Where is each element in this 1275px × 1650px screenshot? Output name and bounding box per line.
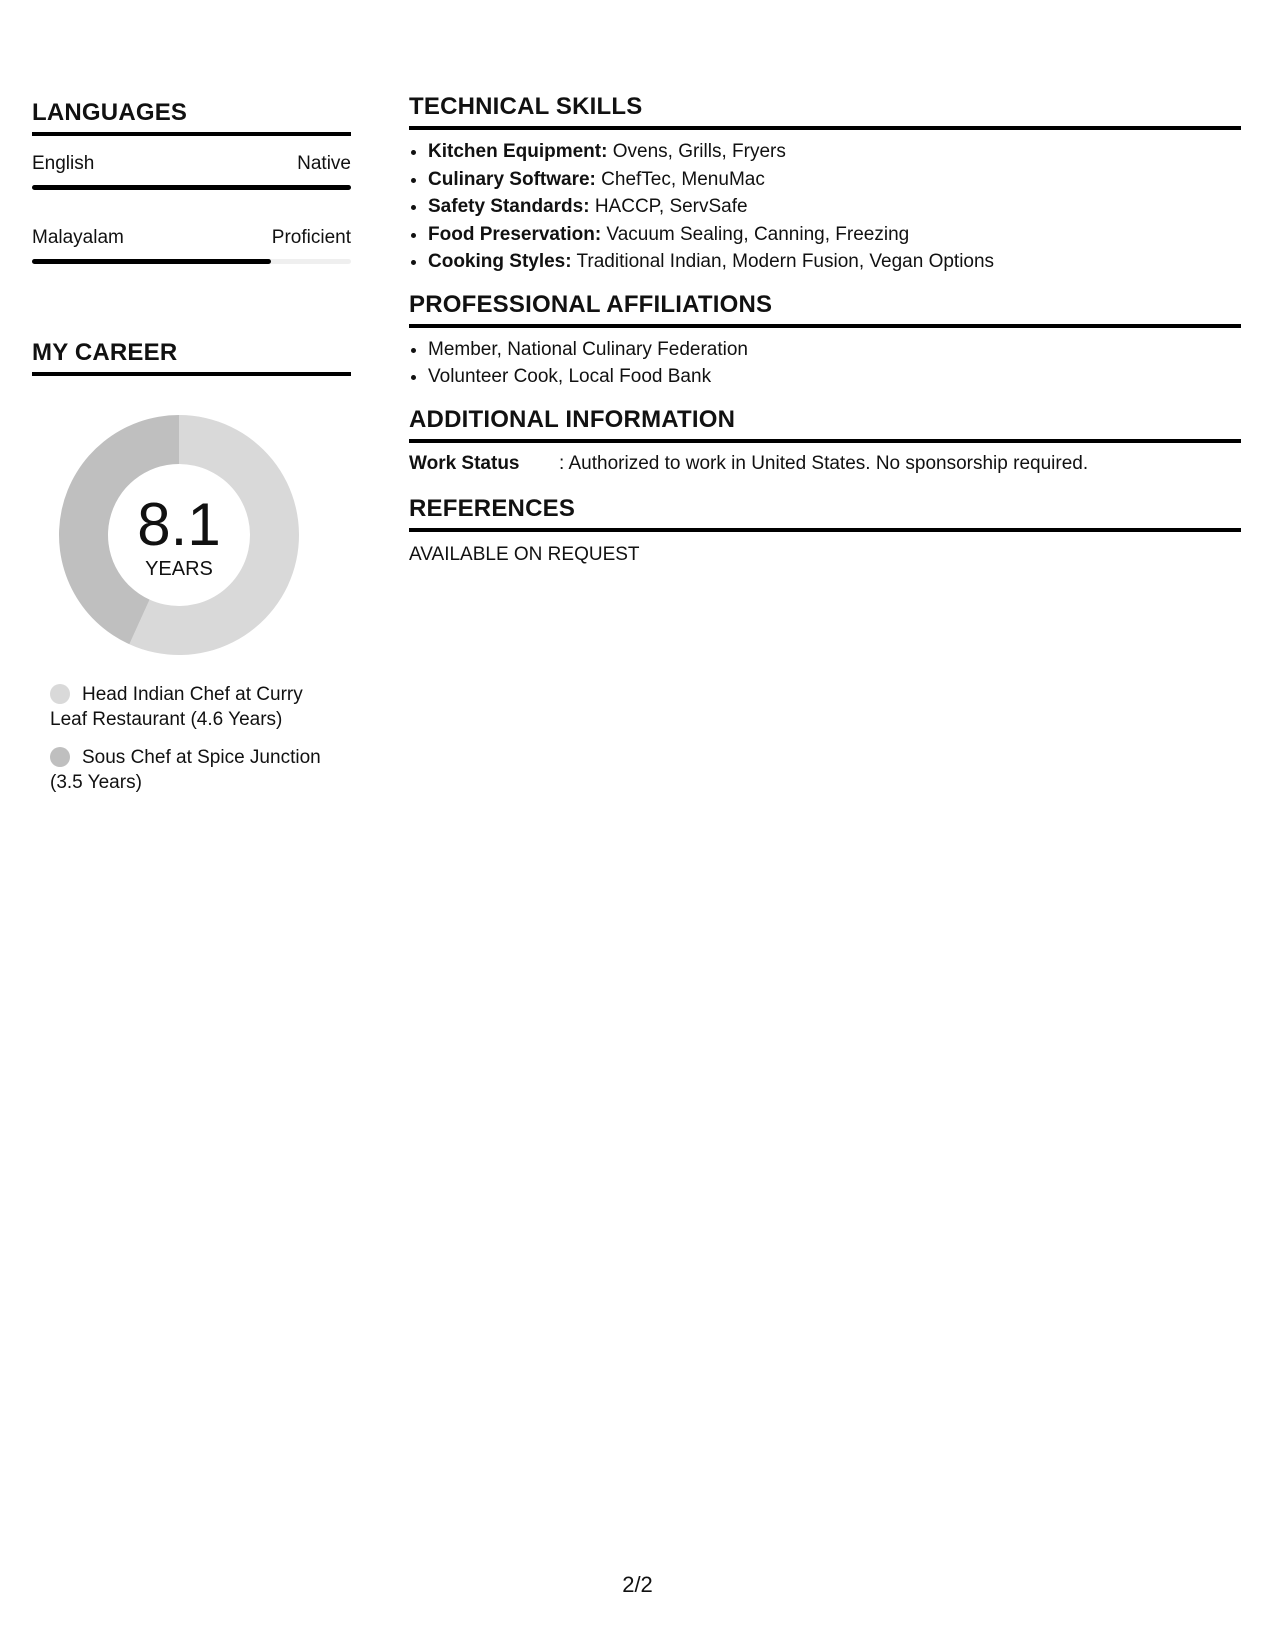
technical-skills-heading: TECHNICAL SKILLS: [409, 92, 1241, 130]
page-number: 2/2: [622, 1572, 653, 1597]
language-proficiency-bar: [32, 185, 351, 190]
language-level: Native: [297, 153, 351, 174]
language-name: English: [32, 153, 95, 174]
legend-dot: [50, 684, 70, 704]
language-level: Proficient: [271, 227, 351, 248]
work-status-label: Work Status: [409, 452, 520, 474]
additional-info-heading: ADDITIONAL INFORMATION: [409, 405, 1241, 443]
work-status-value: : Authorized to work in United States. No sponsorship required.: [559, 452, 1089, 474]
skill-item: [428, 166, 1241, 194]
skill-label: Culinary Software:: [428, 168, 596, 190]
skill-item: [428, 248, 1241, 276]
affiliations-heading: PROFESSIONAL AFFILIATIONS: [409, 290, 1241, 328]
skill-value: Ovens, Grills, Fryers: [607, 141, 786, 162]
skill-value: ChefTec, MenuMac: [595, 168, 765, 190]
affiliations-list: [409, 336, 1241, 391]
references-text: AVAILABLE ON REQUEST: [409, 543, 640, 565]
skill-value: HACCP, ServSafe: [589, 196, 748, 217]
donut-center: [56, 412, 302, 658]
skill-label: Safety Standards:: [428, 196, 590, 217]
technical-skills-section: [409, 92, 1241, 276]
additional-info-section: [409, 405, 1241, 476]
legend-dot: [50, 747, 70, 767]
legend-label: Sous Chef at Spice Junction (3.5 Years): [50, 747, 321, 793]
references-section: [409, 494, 1241, 567]
language-proficiency-fill: [32, 259, 271, 264]
work-status-row: [409, 452, 1241, 476]
career-donut-chart: [56, 412, 302, 658]
skill-label: Kitchen Equipment:: [428, 141, 608, 162]
skill-value: Vacuum Sealing, Canning, Freezing: [601, 223, 910, 245]
main-column: [409, 92, 1241, 567]
legend-item: [50, 745, 330, 795]
skill-label: Food Preservation:: [428, 223, 602, 245]
career-heading: MY CAREER: [32, 338, 351, 376]
career-years-unit: YEARS: [145, 558, 213, 580]
language-name: Malayalam: [32, 227, 124, 248]
skill-item: [428, 193, 1241, 221]
career-total-years: 8.1: [137, 491, 221, 558]
legend-item: [50, 682, 330, 732]
career-legend: [50, 682, 330, 795]
language-item: [32, 226, 351, 264]
technical-skills-list: [409, 138, 1241, 276]
references-heading: REFERENCES: [409, 494, 1241, 532]
skill-value: Traditional Indian, Modern Fusion, Vegan Options: [571, 251, 995, 272]
affiliation-item: • Volunteer Cook, Local Food Bank: [428, 363, 1241, 391]
language-proficiency-fill: [32, 185, 351, 190]
languages-heading: LANGUAGES: [32, 98, 351, 136]
affiliations-section: [409, 290, 1241, 391]
legend-label: Head Indian Chef at Curry Leaf Restaurant (4.6 Years): [50, 684, 303, 730]
language-item: [32, 152, 351, 190]
language-proficiency-bar: [32, 259, 351, 264]
skill-label: Cooking Styles:: [428, 251, 572, 272]
affiliation-item: • Member, National Culinary Federation: [428, 336, 1241, 364]
skill-item: [428, 221, 1241, 249]
sidebar: [32, 98, 351, 808]
skill-item: [428, 138, 1241, 166]
